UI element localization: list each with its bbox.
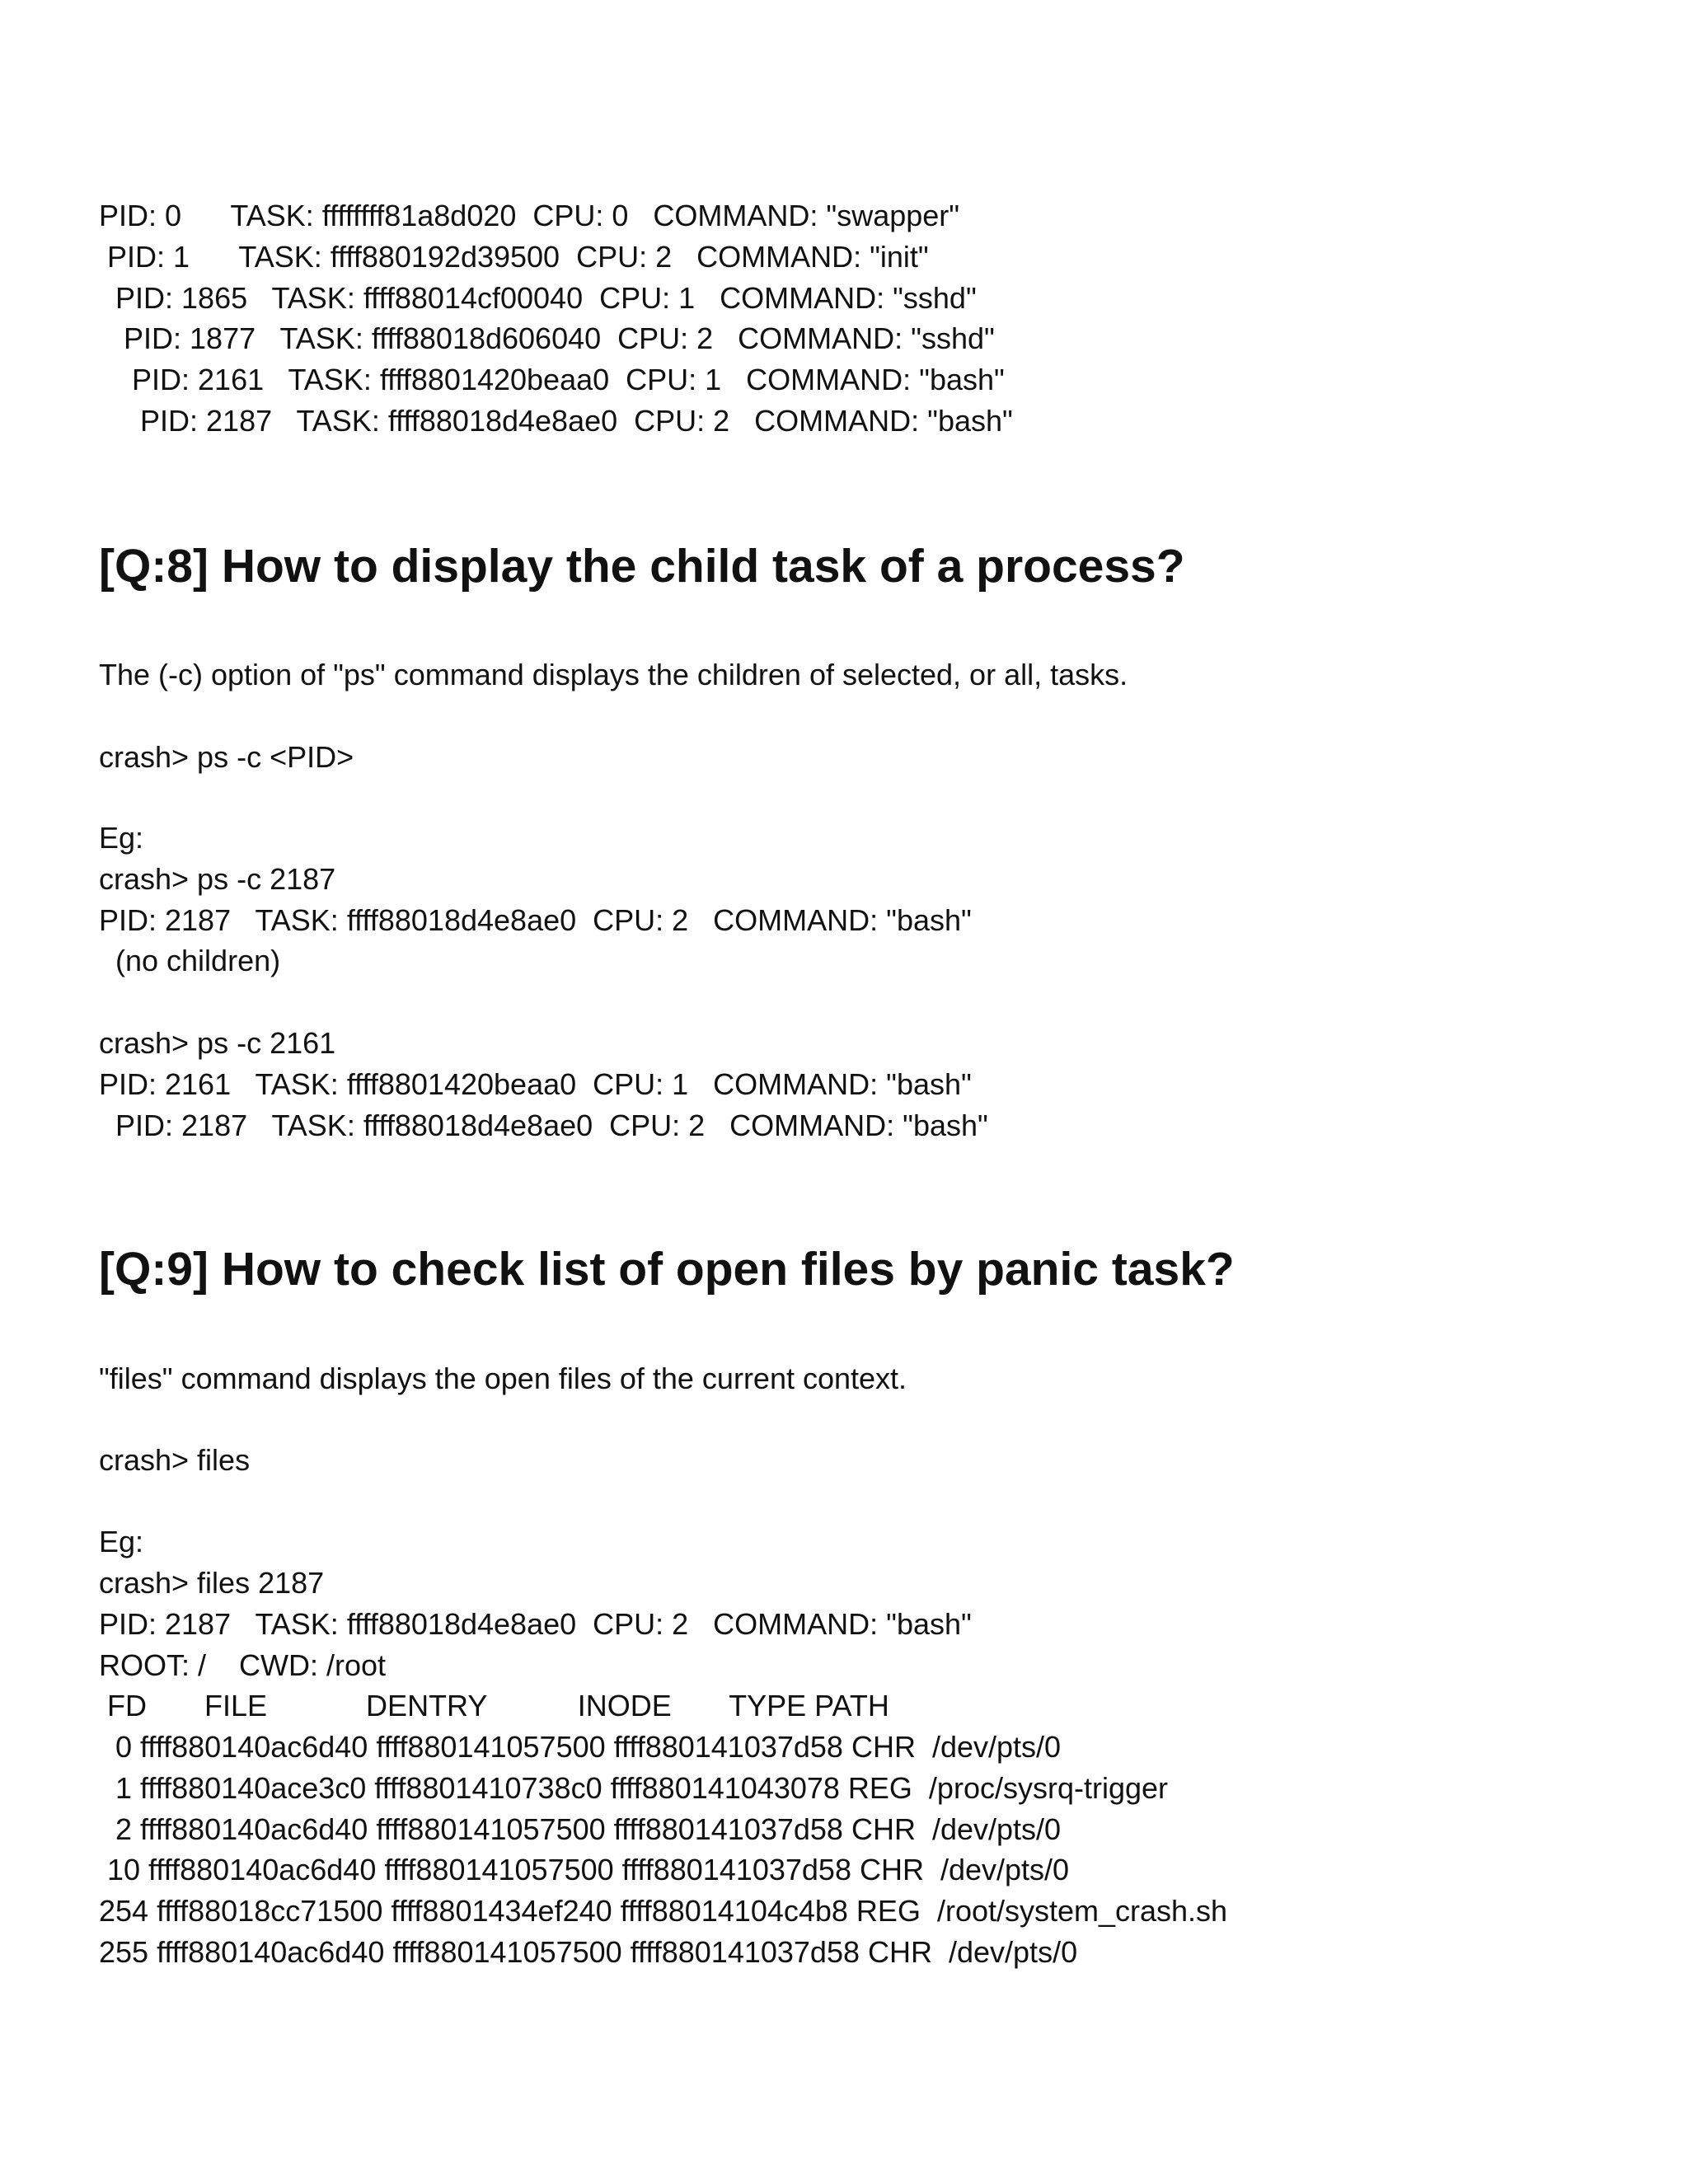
process-line: PID: 2161 TASK: ffff8801420beaa0 CPU: 1 COMMAND: "bash" <box>99 363 1005 396</box>
q9-eg-label: Eg: <box>99 1525 144 1558</box>
process-line: PID: 1877 TASK: ffff88018d606040 CPU: 2 COMMAND: "sshd" <box>99 321 995 355</box>
files-table-row: 255 ffff880140ac6d40 ffff880141057500 ffff880141037d58 CHR /dev/pts/0 <box>99 1935 1078 1969</box>
process-line: PID: 2187 TASK: ffff88018d4e8ae0 CPU: 2 COMMAND: "bash" <box>99 404 1013 438</box>
q8-example-line: (no children) <box>99 944 281 977</box>
q9-description: "files" command displays the open files of the current context. <box>99 1361 907 1395</box>
q8-example-line: crash> ps -c 2187 <box>99 862 336 896</box>
q8-example-line: crash> ps -c 2161 <box>99 1026 336 1060</box>
q9-syntax: crash> files <box>99 1443 251 1477</box>
q8-heading: [Q:8] How to display the child task of a process? <box>99 540 1185 593</box>
q8-example-line: PID: 2161 TASK: ffff8801420beaa0 CPU: 1 COMMAND: "bash" <box>99 1067 972 1101</box>
files-table-row: 10 ffff880140ac6d40 ffff880141057500 ffff880141037d58 CHR /dev/pts/0 <box>99 1853 1070 1886</box>
files-table-header: FD FILE DENTRY INODE TYPE PATH <box>99 1689 889 1722</box>
q9-example-line: crash> files 2187 <box>99 1566 325 1600</box>
process-line: PID: 1865 TASK: ffff88014cf00040 CPU: 1 COMMAND: "sshd" <box>99 281 977 315</box>
q8-example-line: PID: 2187 TASK: ffff88018d4e8ae0 CPU: 2 COMMAND: "bash" <box>99 1108 988 1142</box>
q9-example-line: ROOT: / CWD: /root <box>99 1648 387 1682</box>
q8-syntax: crash> ps -c <PID> <box>99 740 354 774</box>
files-table-row: 1 ffff880140ace3c0 ffff8801410738c0 ffff880141043078 REG /proc/sysrq-trigger <box>99 1771 1169 1805</box>
q8-eg-label: Eg: <box>99 821 144 855</box>
q8-description: The (-c) option of "ps" command displays the children of selected, or all, tasks. <box>99 658 1128 691</box>
files-table-row: 254 ffff88018cc71500 ffff8801434ef240 ffff88014104c4b8 REG /root/system_crash.sh <box>99 1894 1228 1928</box>
process-line: PID: 1 TASK: ffff880192d39500 CPU: 2 COMMAND: "init" <box>99 240 929 274</box>
files-table-row: 2 ffff880140ac6d40 ffff880141057500 ffff880141037d58 CHR /dev/pts/0 <box>99 1812 1062 1846</box>
files-table-row: 0 ffff880140ac6d40 ffff880141057500 ffff880141037d58 CHR /dev/pts/0 <box>99 1730 1062 1764</box>
process-line: PID: 0 TASK: ffffffff81a8d020 CPU: 0 COMMAND: "swapper" <box>99 199 960 232</box>
q9-heading: [Q:9] How to check list of open files by panic task? <box>99 1243 1235 1296</box>
q9-example-line: PID: 2187 TASK: ffff88018d4e8ae0 CPU: 2 COMMAND: "bash" <box>99 1607 972 1641</box>
q8-example-line: PID: 2187 TASK: ffff88018d4e8ae0 CPU: 2 COMMAND: "bash" <box>99 903 972 937</box>
